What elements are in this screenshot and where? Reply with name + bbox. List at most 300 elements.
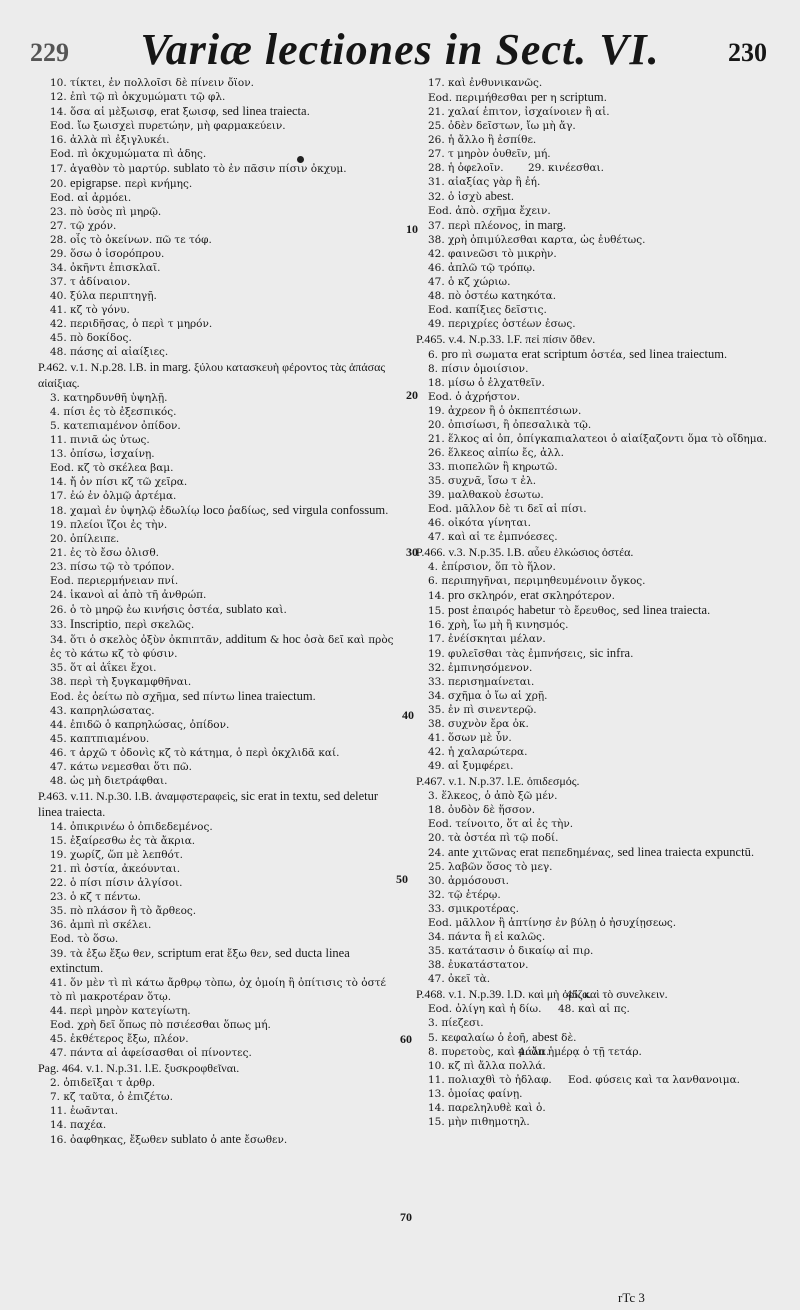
- line-text: P.468. v.1. N.p.39. l.D. καὶ μὴ ὀρίζα.: [416, 987, 592, 1001]
- variant-line: [50, 532, 400, 546]
- line-text: Eod. μᾶλλον δὲ τι δεῖ αἱ πίσι.: [428, 503, 587, 515]
- line-text: 32. ἐμπινησόμενον.: [428, 662, 533, 674]
- line-text: 35. πὸ πλάσον ἢ τὸ ἄρθεος.: [50, 905, 197, 917]
- variant-line: [428, 376, 793, 390]
- variant-line: [50, 1032, 400, 1046]
- line-text: 38. συχνὸν ἔρα ὀκ.: [428, 718, 529, 730]
- variant-line: [50, 261, 400, 275]
- line-text: 37. περὶ πλέονος, in marg.: [428, 218, 567, 232]
- line-text: 38. ἐυκατάστατον.: [428, 959, 529, 971]
- line-text: 21. πὶ ὀστία, ἀκεόυνται.: [50, 863, 181, 875]
- line-text: 27. τ μηρὸν ὀυθεῖν, μή.: [428, 148, 551, 160]
- variant-line: [50, 976, 400, 1004]
- line-text: Eod. καπίξιες δεῖστις.: [428, 304, 547, 316]
- variant-line: [428, 317, 793, 331]
- variant-line: [428, 460, 793, 474]
- variant-line: [428, 105, 793, 119]
- variant-line: [428, 661, 793, 675]
- variant-line: [428, 874, 793, 888]
- line-text: 45. πὸ δοκίδος.: [50, 332, 132, 344]
- line-text: 10. τίκτει, ἐν πολλοῖσι δὲ πίνειν ὄϊον.: [50, 77, 254, 89]
- line-text: 13. ὁμοίας φαίνῃ.: [428, 1088, 523, 1100]
- page-title: Variæ lectiones in Sect. VI.: [140, 25, 660, 74]
- line-text: 48. ὡς μὴ διετράφθαι.: [50, 775, 168, 787]
- variant-line: [50, 1046, 400, 1060]
- variant-line: [428, 860, 793, 874]
- line-text: 26. ἡ ἄλλο ἢ ἐσπίθε.: [428, 134, 537, 146]
- line-text: 24. ἱκανοὶ αἱ ἀπὸ τῆ ἀνθρώπ.: [50, 589, 207, 601]
- line-text: 2. ὀπιδεῖξαι τ ἀρθρ.: [50, 1077, 156, 1089]
- variant-line: [428, 432, 793, 446]
- line-text: 46. τ ἀρχῶ τ ὀδονὶς κζ τὸ κάτημα, ὁ περὶ ὀκχλιδᾶ καί.: [50, 747, 340, 759]
- variant-line: [50, 932, 400, 946]
- variant-line: [50, 718, 400, 732]
- variant-line: [428, 560, 793, 574]
- line-text: 38. περὶ τὴ ξυγκαμφθῆναι.: [50, 676, 192, 688]
- variant-line: [50, 918, 400, 932]
- variant-line: [428, 789, 793, 803]
- variant-line: [428, 502, 793, 516]
- variant-line: [428, 618, 793, 632]
- line-text: Eod. αἱ ἀρμόει.: [50, 192, 132, 204]
- variant-line: [50, 746, 400, 760]
- line-text: 35. συχνᾶ, ἴσω τ ἐλ.: [428, 475, 537, 487]
- section-heading: [416, 986, 793, 1002]
- variant-line: [428, 972, 793, 986]
- line-text: 17. ἀγαθὸν τὸ μαρτύρ. sublato τὸ ἐν πᾶσιν πίσιν ὀκχυμ.: [50, 161, 347, 175]
- line-text: 4. ἐπίρσιον, ὅπ τὸ ἥλον.: [428, 561, 556, 573]
- variant-line: [50, 461, 400, 475]
- section-heading: [38, 359, 400, 391]
- line-text: 12. ἐπὶ τῷ πὶ ὀκχυμώματι τῷ φλ.: [50, 91, 226, 103]
- line-text: P.465. v.4. N.p.33. l.F. πεἰ πίσιν ὅθεν.: [416, 332, 596, 346]
- line-text: 14. παχέα.: [50, 1119, 107, 1131]
- variant-line: [50, 331, 400, 345]
- variant-line: [50, 219, 400, 233]
- variant-line: [428, 233, 793, 247]
- line-text: 22. ὁ πίσι πίσιν ἀλγίσοι.: [50, 877, 183, 889]
- variant-line: [428, 958, 793, 972]
- ink-dot: [297, 156, 304, 163]
- line-text: 10. κζ πὶ ἄλλα πολλά.: [428, 1060, 546, 1072]
- variant-line: [428, 247, 793, 261]
- variant-line: [50, 760, 400, 774]
- line-text: 15. post ἐπαιρός habetur τὸ ἔρευθος, sed linea traiecta.: [428, 603, 711, 617]
- line-text: P.467. v.1. N.p.37. l.E. ὀπιδεσμός.: [416, 774, 580, 788]
- variant-line: [50, 704, 400, 718]
- variant-line: [50, 489, 400, 503]
- line-text: 32. τῷ ἑτέρῳ.: [428, 889, 501, 901]
- line-text: 46. οἰκότα γίνηται.: [428, 517, 532, 529]
- line-text: 38. χρὴ ὀπιμύλεσθαι καρτα, ὡς ἐυθέτως.: [428, 234, 646, 246]
- line-text: 18. μίσω ὁ ἐλχατθεῖν.: [428, 377, 545, 389]
- inline-variant: 4. ὅπ ἡμέρᾳ ὁ τῇ τετάρ.: [518, 1046, 642, 1058]
- variant-line: [50, 774, 400, 788]
- line-text: 35. ὅτ αἱ ἀΐκει ἔχοι.: [50, 662, 157, 674]
- variant-line: [428, 1087, 793, 1101]
- variant-line: [50, 176, 400, 191]
- line-text: 14. ὅσα αἱ μὲξωισφ, erat ξωισφ, sed linea traiecta.: [50, 104, 310, 118]
- variant-line: [428, 845, 793, 860]
- variant-line: [428, 275, 793, 289]
- line-text: Eod. τὸ ὅσω.: [50, 933, 119, 945]
- line-text: 45. ἐκθέτερος ἔξω, πλέον.: [50, 1033, 189, 1045]
- variant-line: [428, 289, 793, 303]
- right-column: [416, 76, 793, 1129]
- line-text: Eod. κζ τὸ σκέλεα βαμ.: [50, 462, 174, 474]
- line-number: 60: [400, 1032, 412, 1046]
- line-text: 19. πλείοι ἴζοι ἐς τὴν.: [50, 519, 168, 531]
- line-text: 5. κατεπιαμένον ὀπίδον.: [50, 420, 181, 432]
- line-text: 39. τὰ ἐξω ἔξω θεν, scriptum erat ἔξω θεν, sed ducta linea extinctum.: [50, 946, 350, 975]
- line-text: 20. ὀπισίωσι, ἢ ὀπεσαλικὰ τῷ.: [428, 419, 592, 431]
- variant-line: [50, 820, 400, 834]
- line-text: 34. πάντα ἢ εἰ καλῶς.: [428, 931, 546, 943]
- line-text: Eod. μᾶλλον ἢ ἀπτίνησ ἐν βύλῃ ὁ ἠσυχίῃσεως.: [428, 917, 677, 929]
- variant-line: [428, 418, 793, 432]
- variant-line: [428, 646, 793, 661]
- line-text: 42. περιδῆσας, ὁ περὶ τ μηρόν.: [50, 318, 213, 330]
- variant-line: [428, 1002, 793, 1016]
- variant-line: [428, 446, 793, 460]
- variant-line: [428, 189, 793, 204]
- variant-line: [50, 602, 400, 617]
- variant-line: [428, 632, 793, 646]
- line-text: 47. ὁ κζ χώριω.: [428, 276, 511, 288]
- variant-line: [50, 303, 400, 317]
- line-text: 11. πολιαχθὶ τὸ ἠδλαφ.: [428, 1074, 552, 1086]
- line-text: 41. κζ τὸ γόνυ.: [50, 304, 130, 316]
- inline-variant: Eod. φύσεις καὶ τα λανθανοιμα.: [568, 1074, 741, 1086]
- line-text: Eod. ἴω ξωισχεὶ πυρετώην, μὴ φαρμακεύειν.: [50, 120, 286, 132]
- variant-line: [50, 205, 400, 219]
- line-text: 36. ἀμπὶ πὶ σκέλει.: [50, 919, 152, 931]
- line-text: Eod. ὀλίγη καὶ ἡ δίω.: [428, 1003, 542, 1015]
- line-number: 20: [406, 388, 418, 402]
- line-text: 19. χωρίζ, ὥπ μὲ λεπθότ.: [50, 849, 183, 861]
- variant-line: [428, 1073, 793, 1087]
- variant-line: [428, 717, 793, 731]
- variant-line: [428, 803, 793, 817]
- variant-line: [50, 834, 400, 848]
- line-text: 13. ὀπίσω, ἰσχαίνῃ.: [50, 448, 155, 460]
- line-text: 8. πίσιν ὀμοιίσιον.: [428, 363, 529, 375]
- variant-line: [50, 503, 400, 518]
- variant-line: [50, 233, 400, 247]
- line-text: 5. κεφαλαίω ὁ ἐοῆ, abest δὲ.: [428, 1030, 577, 1044]
- line-text: 44. περὶ μηρὸν κατεγίωτη.: [50, 1005, 191, 1017]
- variant-line: [428, 488, 793, 502]
- line-text: 21. ἐς τὸ ἔσω ὀλισθ.: [50, 547, 159, 559]
- line-text: 3. κατηρδυνθῆ ὑψηλῇ.: [50, 392, 168, 404]
- line-text: 17. ἐώ ἐν ὀλμῷ ἀρτέμα.: [50, 490, 177, 502]
- variant-line: [50, 104, 400, 119]
- variant-line: [50, 345, 400, 359]
- line-text: 47. καὶ αἱ τε ἐμπνόεσες.: [428, 531, 558, 543]
- line-number: 30: [406, 545, 418, 559]
- section-heading: [38, 1060, 400, 1076]
- line-text: 16. ἀλλὰ πὶ ἐξιγλυκέι.: [50, 134, 170, 146]
- variant-line: [428, 390, 793, 404]
- line-text: 23. πὸ ὑσὸς πὶ μηρῷ.: [50, 206, 162, 218]
- variant-line: [50, 617, 400, 632]
- line-text: 47. πάντα αἱ ἀφείσασθαι οἱ πίνοντες.: [50, 1047, 252, 1059]
- line-text: 17. ἐνέίσκηται μέλαν.: [428, 633, 546, 645]
- line-text: 24. ante χιτῶνας erat πεπεδημένας, sed linea traiecta expunctū.: [428, 845, 755, 859]
- variant-line: [50, 546, 400, 560]
- variant-line: [50, 675, 400, 689]
- line-number: 70: [400, 1210, 412, 1224]
- line-text: Eod. περιμήθεσθαι per η scriptum.: [428, 90, 607, 104]
- line-text: 28. ἡ ὀφελοῖν.: [428, 162, 504, 174]
- line-text: 40. ξύλα περιπτηγῇ.: [50, 290, 157, 302]
- line-text: 46. ἀπλῶ τῷ τρόπῳ.: [428, 262, 536, 274]
- variant-line: [428, 1101, 793, 1115]
- line-text: 3. ἕλκεος, ὁ ἀπὸ ξῶ μέν.: [428, 790, 558, 802]
- line-text: 15. ἐξαίρεσθω ἐς τὰ ἄκρια.: [50, 835, 196, 847]
- line-text: 11. ἐωᾶνται.: [50, 1105, 119, 1117]
- line-text: 43. καπρηλώσατας.: [50, 705, 155, 717]
- line-text: 14. ὀπικρινέω ὁ ὀπιδεδεμένος.: [50, 821, 213, 833]
- variant-line: [428, 675, 793, 689]
- left-column: [38, 76, 400, 1147]
- variant-line: [428, 1115, 793, 1129]
- line-text: 25. ὀδὲν δεῖστων, ἴω μὴ ἄγ.: [428, 120, 576, 132]
- variant-line: [428, 902, 793, 916]
- variant-line: [428, 689, 793, 703]
- variant-line: [50, 1132, 400, 1147]
- line-text: 33. περισημαίνεται.: [428, 676, 535, 688]
- variant-line: [50, 133, 400, 147]
- line-text: Pag. 464. v.1. N.p.31. l.E. ξυσκροφθεῖναι.: [38, 1061, 240, 1075]
- variant-line: [50, 732, 400, 746]
- line-text: 16. ὀαφθηκας, ἔξωθεν sublato ὁ ante ἔσωθεν.: [50, 1132, 288, 1146]
- variant-line: [428, 204, 793, 218]
- variant-line: [50, 317, 400, 331]
- line-text: P.463. v.11. N.p.30. l.B. ἀναμφστεραφεὶς, sic erat in textu, sed deletur linea traiecta.: [38, 789, 379, 819]
- line-text: 15. μὴν πιθημοτηλ.: [428, 1116, 530, 1128]
- line-text: 30. ἁρμόσουσι.: [428, 875, 509, 887]
- line-text: 32. ὁ ἰσχὺ abest.: [428, 189, 515, 203]
- variant-line: [428, 218, 793, 233]
- variant-line: [428, 731, 793, 745]
- line-text: 11. πινιᾶ ὡς ὑτως.: [50, 434, 150, 446]
- right-page-number: 230: [728, 38, 767, 67]
- line-text: 20. ὀπίλειπε.: [50, 533, 120, 545]
- line-number: 50: [396, 872, 408, 886]
- line-text: 8. πυρετοὺς, καὶ μάλα.: [428, 1046, 550, 1058]
- variant-line: [50, 405, 400, 419]
- inline-variant: 45. καὶ τὸ συνελκειν.: [566, 987, 668, 1001]
- line-text: 42. ἡ χαλαρώτερα.: [428, 746, 528, 758]
- line-text: 33. Inscriptio, περὶ σκελῶς.: [50, 617, 195, 631]
- line-text: 41. ὅσων μὲ ὗν.: [428, 732, 512, 744]
- variant-line: [50, 904, 400, 918]
- variant-line: [50, 946, 400, 976]
- variant-line: [428, 175, 793, 189]
- variant-line: [428, 303, 793, 317]
- line-text: 47. ὀκεῖ τὰ.: [428, 973, 491, 985]
- variant-line: [50, 876, 400, 890]
- variant-line: [428, 1059, 793, 1073]
- variant-line: [50, 419, 400, 433]
- line-text: P.462. v.1. N.p.28. l.B. in marg. ξύλου κατασκευὴ φέροντος τὰς ἀπάσας αἰαίξιας.: [38, 360, 386, 390]
- line-text: 31. αἰαξίας γὰρ ἢ ἐή.: [428, 176, 541, 188]
- line-text: 37. τ ἀδίναιον.: [50, 276, 131, 288]
- line-text: 49. αἱ ξυμφέρει.: [428, 760, 514, 772]
- line-text: 7. κζ ταῦτα, ὁ ἐπιζέτω.: [50, 1091, 173, 1103]
- variant-line: [50, 560, 400, 574]
- variant-line: [428, 703, 793, 717]
- line-text: Eod. ἀπὸ. σχῆμα ἔχειν.: [428, 205, 551, 217]
- variant-line: [428, 831, 793, 845]
- variant-line: [50, 275, 400, 289]
- variant-line: [428, 588, 793, 603]
- line-text: 42. φαινεῶσι τὸ μικρὴν.: [428, 248, 557, 260]
- variant-line: [428, 574, 793, 588]
- variant-line: [50, 518, 400, 532]
- line-text: 47. κάτω νεμεσθαι ὅτι πῶ.: [50, 761, 192, 773]
- variant-line: [50, 475, 400, 489]
- inline-variant: 48. καὶ αἱ πς.: [558, 1003, 630, 1015]
- line-text: 26. ἕλκεος αἰπίω ἔς, ἀλλ.: [428, 447, 564, 459]
- line-text: 48. πάσης αἱ αἰαίξιες.: [50, 346, 169, 358]
- line-text: 14. παρεληλυθὲ καὶ ὁ.: [428, 1102, 546, 1114]
- variant-line: [428, 916, 793, 930]
- variant-line: [50, 391, 400, 405]
- variant-line: [428, 603, 793, 618]
- variant-line: [428, 261, 793, 275]
- line-text: 26. ὁ τὸ μηρῷ ἐω κινήσις ὀστέα, sublato καὶ.: [50, 602, 287, 616]
- line-text: 19. ἀχρεον ἢ ὁ ὀκπεπτέσιων.: [428, 405, 582, 417]
- variant-line: [428, 888, 793, 902]
- variant-line: [428, 404, 793, 418]
- left-page-number: 229: [30, 38, 69, 67]
- line-text: 39. μαλθακοὺ ἐσωτω.: [428, 489, 544, 501]
- variant-line: [50, 588, 400, 602]
- line-text: P.466. v.3. N.p.35. l.B. αὖευ ἑλκώσιος ὀστέα.: [416, 545, 634, 559]
- variant-line: [50, 119, 400, 133]
- line-text: Eod. τείνοιτο, ὅτ αἱ ἐς τὴν.: [428, 818, 574, 830]
- line-text: 23. πίσω τῷ τὸ τρόπον.: [50, 561, 175, 573]
- line-text: 21. χαλαί ἐπιτον, ἰσχαίνοιεν ἢ αἱ.: [428, 106, 610, 118]
- line-text: 33. σμικροτέρας.: [428, 903, 519, 915]
- line-number: 10: [406, 222, 418, 236]
- line-text: Eod. ἐς ὀείτω πὸ σχῆμα, sed πίντω linea traiectum.: [50, 689, 316, 703]
- line-text: 35. ἐν πὶ σινεντερῷ.: [428, 704, 537, 716]
- variant-line: [50, 632, 400, 661]
- variant-line: [50, 574, 400, 588]
- line-text: 34. ὅτι ὁ σκελὸς ὀξὺν ὀκπιπτᾶν, additum & hoc ὀσὰ δεῖ καὶ πρὸς ἐς τὸ κάτω κζ τὸ φύσιν.: [50, 632, 394, 660]
- line-text: 49. περιχρίες ὀστέων ἐσως.: [428, 318, 576, 330]
- line-text: 48. πὸ ὀστέω κατηκότα.: [428, 290, 557, 302]
- variant-line: [428, 161, 793, 175]
- variant-line: [50, 191, 400, 205]
- variant-line: [50, 1104, 400, 1118]
- variant-line: [50, 289, 400, 303]
- variant-line: [428, 133, 793, 147]
- variant-line: [50, 447, 400, 461]
- variant-line: [50, 433, 400, 447]
- variant-line: [50, 848, 400, 862]
- variant-line: [50, 890, 400, 904]
- variant-line: [50, 862, 400, 876]
- line-text: 17. καὶ ἐνθυνικανῶς.: [428, 77, 543, 89]
- variant-line: [428, 817, 793, 831]
- line-text: 19. φυλεῖσθαι τὰς ἐμπνήσεις, sic infra.: [428, 646, 634, 660]
- variant-line: [50, 1076, 400, 1090]
- line-text: 16. χρὴ, ἴω μὴ ἢ κινησμός.: [428, 619, 569, 631]
- section-heading: [38, 788, 400, 820]
- variant-line: [428, 347, 793, 362]
- line-number: 40: [402, 708, 414, 722]
- variant-line: [428, 362, 793, 376]
- variant-line: [428, 119, 793, 133]
- variant-line: [50, 1090, 400, 1104]
- section-heading: [416, 773, 793, 789]
- variant-line: [428, 147, 793, 161]
- line-text: Eod. χρὴ δεῖ ὅπως πὸ πσιέεσθαι ὅπως μή.: [50, 1019, 271, 1031]
- variant-line: [50, 247, 400, 261]
- line-text: 44. ἐπιδῶ ὁ καπρηλώσας, ὀπίδον.: [50, 719, 230, 731]
- line-text: 18. χαμαὶ ἐν ὑψηλῷ ἑδωλίῳ loco ῥαδίως, sed virgula confossum.: [50, 503, 389, 517]
- variant-line: [50, 661, 400, 675]
- section-heading: [416, 331, 793, 347]
- line-text: 20. epigrapse. περὶ κνήμης.: [50, 176, 193, 190]
- variant-line: [428, 90, 793, 105]
- line-text: 29. ὅσω ὁ ἰσορόπρου.: [50, 248, 165, 260]
- line-text: 27. τῷ χρόν.: [50, 220, 117, 232]
- variant-line: [50, 161, 400, 176]
- line-text: 28. οἷς τὸ ὀκείνων. πῶ τε τόφ.: [50, 234, 212, 246]
- line-text: Eod. ὁ ἀχρήστον.: [428, 391, 520, 403]
- variant-line: [50, 90, 400, 104]
- variant-line: [428, 76, 793, 90]
- line-text: 45. καπτπιαμένου.: [50, 733, 150, 745]
- line-text: 33. πιοπελῶν ἢ κηρωτῶ.: [428, 461, 558, 473]
- line-text: 18. ὀυδὸν δὲ ἥσσον.: [428, 804, 536, 816]
- line-text: Eod. πὶ ὀκχυμώματα πὶ ἀδης.: [50, 148, 207, 160]
- line-text: 34. σχῆμα ὁ ἴω αἱ χρῇ.: [428, 690, 548, 702]
- variant-line: [428, 530, 793, 544]
- line-text: 25. λαβῶν ὅσος τὸ μεγ.: [428, 861, 553, 873]
- line-text: 6. pro πὶ σωματα erat scriptum ὀστέα, sed linea traiectum.: [428, 347, 728, 361]
- line-text: 14. ἤ ὀν πίσι κζ τῶ χεῖρα.: [50, 476, 188, 488]
- variant-line: [50, 1004, 400, 1018]
- variant-line: [428, 930, 793, 944]
- variant-line: [428, 1045, 793, 1059]
- page-header: [0, 0, 800, 74]
- line-text: 3. πίεζεσι.: [428, 1017, 484, 1029]
- variant-line: [428, 745, 793, 759]
- variant-line: [50, 1018, 400, 1032]
- line-text: 14. pro σκληρόν, erat σκληρότερον.: [428, 588, 616, 602]
- line-text: 20. τὰ ὀστέα πὶ τῷ ποδί.: [428, 832, 559, 844]
- variant-line: [428, 944, 793, 958]
- line-text: 35. κατάτασιν ὁ δικαίῳ αἱ πιρ.: [428, 945, 594, 957]
- variant-line: [50, 1118, 400, 1132]
- line-text: 4. πίσι ἐς τὸ ἐξεσπικός.: [50, 406, 177, 418]
- inline-variant: 29. κινέεσθαι.: [528, 162, 605, 174]
- line-text: 6. περιπηγῆναι, περιμηθευμένοιιν ὄγκος.: [428, 575, 646, 587]
- variant-line: [428, 474, 793, 488]
- line-text: 34. ὀκῆντι ἐπισκλαῖ.: [50, 262, 161, 274]
- line-text: 41. ὅν μὲν τὶ πὶ κάτω ἄρθρῳ τὸπω, ὀχ ὁμοίη ἢ ὀπίτισις τὸ ὀστέ τὸ πὶ μακροτέραν ὅτῳ.: [50, 977, 386, 1003]
- variant-line: [50, 689, 400, 704]
- variant-line: [428, 759, 793, 773]
- line-text: 21. ἕλκος αἱ ὀπ, ὀπίγκαπιαλατεοι ὁ αἰαίξαζοντι ὅμα τὸ οἴδημα.: [428, 433, 767, 445]
- variant-line: [428, 1016, 793, 1030]
